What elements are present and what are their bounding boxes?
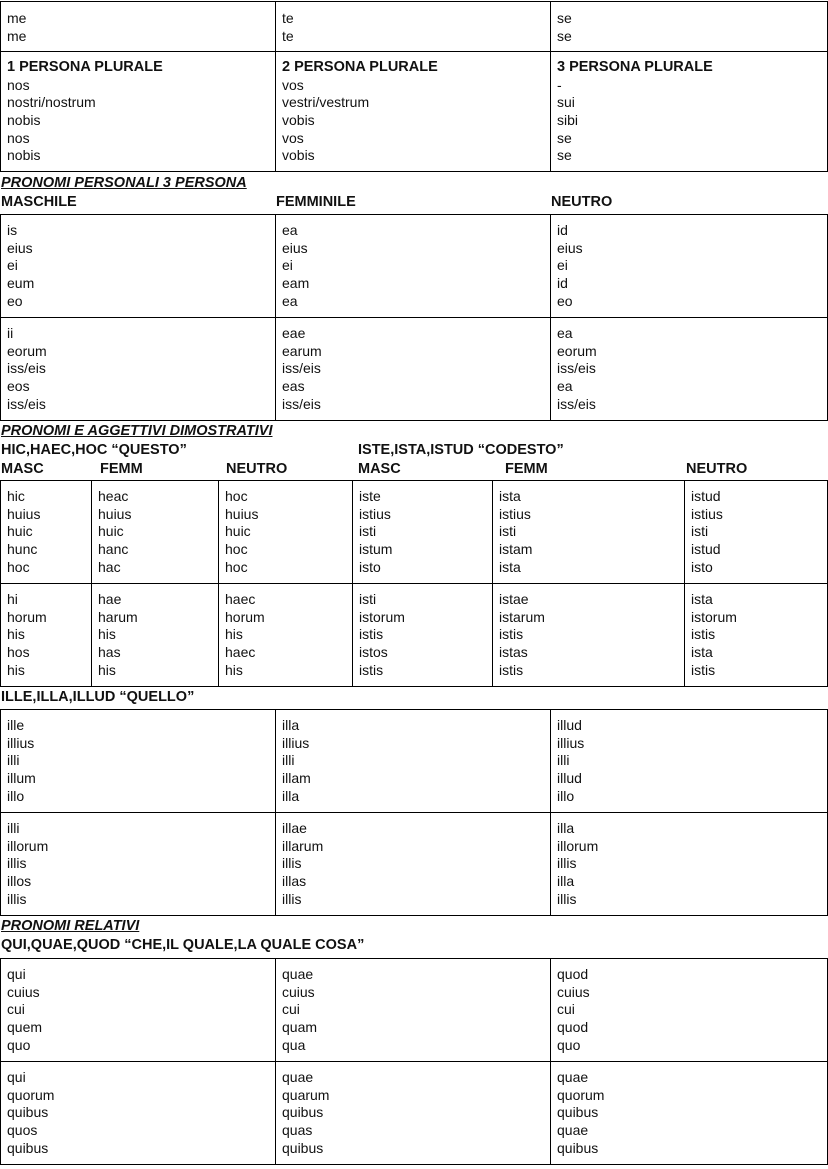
column-header-masc: MASCHILE	[1, 194, 77, 211]
form: se	[557, 10, 572, 26]
form: qui	[7, 1069, 26, 1086]
table-cell	[551, 2, 828, 52]
form: iss/eis	[557, 360, 596, 377]
form: eo	[7, 292, 23, 309]
section-title-relativi: PRONOMI RELATIVI	[1, 918, 140, 935]
form: huic	[98, 523, 124, 540]
form: illorum	[7, 837, 49, 854]
form: quae	[557, 1069, 589, 1086]
table-cell	[1, 710, 276, 813]
form: ista	[691, 643, 713, 660]
group-heading-qui	[0, 936, 828, 955]
form: istas	[499, 643, 528, 660]
table-cell	[1, 52, 276, 172]
form: vobis	[282, 147, 315, 164]
column-headers-dimostrativi	[0, 460, 828, 480]
form: iss/eis	[7, 395, 46, 412]
form: se	[557, 147, 572, 164]
form: qua	[282, 1036, 306, 1053]
form: illos	[7, 872, 32, 889]
form: nos	[7, 129, 30, 146]
form: istud	[691, 540, 721, 557]
form: nobis	[7, 111, 41, 128]
section-title-pers3: PRONOMI PERSONALI 3 PERSONA	[1, 175, 247, 192]
form: istis	[359, 626, 384, 643]
form: quam	[282, 1018, 318, 1035]
form: haec	[225, 643, 256, 660]
form: istarum	[499, 608, 545, 625]
form: hanc	[98, 540, 129, 557]
form: illa	[557, 872, 575, 889]
form: cui	[7, 1001, 25, 1018]
form: huius	[7, 505, 41, 522]
form: te	[282, 10, 294, 26]
form: illo	[557, 787, 575, 804]
form: illo	[7, 787, 25, 804]
personal-pronouns-table	[0, 1, 828, 172]
form: his	[225, 626, 243, 643]
form: hic	[7, 488, 25, 505]
table-cell	[276, 318, 551, 421]
column-header-masc: MASC	[1, 461, 44, 478]
form: ei	[7, 257, 18, 274]
form: quae	[282, 1069, 314, 1086]
form: earum	[282, 342, 322, 359]
form: nobis	[7, 147, 41, 164]
form: illas	[282, 872, 307, 889]
form: illa	[282, 787, 300, 804]
table-cell	[353, 584, 493, 687]
form: harum	[98, 608, 138, 625]
table-cell	[276, 959, 551, 1062]
form: cui	[282, 1001, 300, 1018]
form: illa	[557, 820, 575, 837]
form: hoc	[225, 558, 248, 575]
form: huic	[225, 523, 251, 540]
table-cell	[353, 481, 493, 584]
table-cell	[276, 215, 551, 318]
form: hos	[7, 643, 30, 660]
form: quibus	[282, 1104, 324, 1121]
form: vos	[282, 129, 304, 146]
table-cell	[1, 215, 276, 318]
form: isto	[359, 558, 381, 575]
form: eorum	[7, 342, 47, 359]
form: eum	[7, 274, 35, 291]
form: isti	[691, 523, 709, 540]
form: is	[7, 222, 18, 239]
form: quem	[7, 1018, 43, 1035]
form: hunc	[7, 540, 38, 557]
form: eas	[282, 377, 305, 394]
form: illis	[282, 890, 302, 907]
column-header-femm: FEMM	[505, 461, 548, 478]
table-cell	[551, 710, 828, 813]
form: ei	[557, 257, 568, 274]
table-row	[1, 215, 828, 318]
form: illius	[7, 734, 35, 751]
column-header-femm: FEMM	[100, 461, 143, 478]
form: se	[557, 27, 572, 44]
form: istud	[691, 488, 721, 505]
form: iste	[359, 488, 381, 505]
column-header-neutro: NEUTRO	[686, 461, 748, 478]
form: quorum	[7, 1086, 55, 1103]
table-cell	[92, 584, 219, 687]
table-cell	[1, 813, 276, 916]
form: hoc	[225, 540, 248, 557]
form: illis	[282, 855, 302, 872]
form: horum	[7, 608, 47, 625]
form: vos	[282, 76, 304, 93]
form: istos	[359, 643, 388, 660]
form: iss/eis	[282, 395, 321, 412]
form: ea	[282, 292, 298, 309]
form: his	[7, 626, 25, 643]
column-header-femm: FEMMINILE	[276, 194, 356, 211]
form: quae	[557, 1121, 589, 1138]
qui-heading-text: QUI,QUAE,QUOD “CHE,IL QUALE,LA QUALE COSA”	[1, 937, 365, 954]
table-row	[1, 481, 828, 584]
table-cell	[551, 959, 828, 1062]
form: istorum	[359, 608, 405, 625]
table-cell	[1, 584, 92, 687]
form: sui	[557, 94, 575, 111]
form: illius	[282, 734, 310, 751]
form: illis	[7, 890, 27, 907]
form: ea	[557, 325, 573, 342]
form: horum	[225, 608, 265, 625]
dimostrativi-group-headings	[0, 441, 828, 460]
table-row	[1, 959, 828, 1062]
form: cuius	[557, 983, 590, 1000]
table-row	[1, 1062, 828, 1165]
table-cell	[276, 813, 551, 916]
form: eae	[282, 325, 306, 342]
form: quo	[7, 1036, 31, 1053]
form: quibus	[7, 1104, 49, 1121]
form: hi	[7, 591, 18, 608]
form: heac	[98, 488, 129, 505]
table-cell	[219, 481, 353, 584]
table-cell	[276, 1062, 551, 1165]
form: illa	[282, 717, 300, 734]
table-cell	[276, 52, 551, 172]
form: his	[98, 661, 116, 678]
form: me	[7, 10, 27, 26]
form: istam	[499, 540, 533, 557]
form: hae	[98, 591, 122, 608]
form: illis	[557, 890, 577, 907]
form: illud	[557, 769, 582, 786]
form: istius	[499, 505, 531, 522]
form: illi	[7, 820, 20, 837]
form: isti	[359, 523, 377, 540]
table-cell	[1, 318, 276, 421]
form: istum	[359, 540, 393, 557]
column-headers-pers3	[0, 193, 828, 214]
form: his	[225, 661, 243, 678]
column-header-masc: MASC	[358, 461, 401, 478]
form: -	[557, 76, 562, 93]
table-cell	[551, 52, 828, 172]
form: nos	[7, 76, 30, 93]
form: haec	[225, 591, 256, 608]
form: istius	[691, 505, 723, 522]
form: iss/eis	[7, 360, 46, 377]
form: eorum	[557, 342, 597, 359]
form: eius	[282, 239, 308, 256]
form: ea	[282, 222, 298, 239]
form: eam	[282, 274, 310, 291]
form: quod	[557, 966, 589, 983]
table-row	[1, 584, 828, 687]
form: illorum	[557, 837, 599, 854]
form: isto	[691, 558, 713, 575]
form: istis	[359, 661, 384, 678]
form: illius	[557, 734, 585, 751]
table-cell	[551, 813, 828, 916]
table-cell	[276, 710, 551, 813]
form: istius	[359, 505, 391, 522]
form: id	[557, 222, 568, 239]
form: quarum	[282, 1086, 330, 1103]
column-header: 2 PERSONA PLURALE	[282, 59, 438, 76]
table-row	[1, 2, 828, 52]
form: ista	[499, 488, 521, 505]
form: quod	[557, 1018, 589, 1035]
form: istis	[691, 661, 716, 678]
ille-table	[0, 709, 828, 916]
form: cuius	[282, 983, 315, 1000]
column-header: 1 PERSONA PLURALE	[7, 59, 163, 76]
form: has	[98, 643, 121, 660]
form: nostri/nostrum	[7, 94, 96, 111]
table-cell	[92, 481, 219, 584]
form: istae	[499, 591, 529, 608]
column-header: 3 PERSONA PLURALE	[557, 59, 713, 76]
form: quibus	[282, 1139, 324, 1156]
group-heading-hic: HIC,HAEC,HOC “QUESTO”	[1, 442, 187, 459]
form: hoc	[225, 488, 248, 505]
form: istis	[499, 661, 524, 678]
table-cell	[551, 318, 828, 421]
form: illis	[7, 855, 27, 872]
form: istis	[499, 626, 524, 643]
table-row	[1, 710, 828, 813]
group-heading-ille	[0, 688, 828, 707]
form: cuius	[7, 983, 40, 1000]
form: te	[282, 27, 294, 44]
form: illis	[557, 855, 577, 872]
ille-heading-text: ILLE,ILLA,ILLUD “QUELLO”	[1, 689, 195, 706]
form: se	[557, 129, 572, 146]
table-cell	[1, 1062, 276, 1165]
form: hoc	[7, 558, 30, 575]
section-title-dimostrativi: PRONOMI E AGGETTIVI DIMOSTRATIVI	[1, 423, 273, 440]
form: quae	[282, 966, 314, 983]
form: huius	[225, 505, 259, 522]
form: istis	[691, 626, 716, 643]
column-header-neutro: NEUTRO	[226, 461, 288, 478]
table-cell	[1, 959, 276, 1062]
form: eius	[557, 239, 583, 256]
form: eos	[7, 377, 30, 394]
form: iss/eis	[557, 395, 596, 412]
form: huius	[98, 505, 132, 522]
table-cell	[685, 584, 828, 687]
table-cell	[551, 215, 828, 318]
relativi-table	[0, 958, 828, 1165]
table-cell	[1, 481, 92, 584]
form: quos	[7, 1121, 38, 1138]
form: id	[557, 274, 568, 291]
pers3-table	[0, 214, 828, 421]
table-cell	[1, 2, 276, 52]
form: eo	[557, 292, 573, 309]
form: illarum	[282, 837, 324, 854]
table-row	[1, 52, 828, 172]
form: vestri/vestrum	[282, 94, 370, 111]
column-header-neutro: NEUTRO	[551, 194, 613, 211]
form: illam	[282, 769, 311, 786]
table-row	[1, 318, 828, 421]
form: ii	[7, 325, 14, 342]
form: quibus	[557, 1139, 599, 1156]
form: quo	[557, 1036, 581, 1053]
form: ei	[282, 257, 293, 274]
form: quorum	[557, 1086, 605, 1103]
form: qui	[7, 966, 26, 983]
form: cui	[557, 1001, 575, 1018]
form: ista	[499, 558, 521, 575]
form: his	[98, 626, 116, 643]
form: illi	[557, 752, 570, 769]
form: illi	[7, 752, 20, 769]
form: quibus	[557, 1104, 599, 1121]
form: illi	[282, 752, 295, 769]
group-heading-iste: ISTE,ISTA,ISTUD “CODESTO”	[358, 442, 564, 459]
table-cell	[493, 584, 685, 687]
form: sibi	[557, 111, 579, 128]
form: isti	[499, 523, 517, 540]
table-cell	[219, 584, 353, 687]
form: illud	[557, 717, 582, 734]
table-cell	[685, 481, 828, 584]
table-cell	[493, 481, 685, 584]
form: eius	[7, 239, 33, 256]
form: ea	[557, 377, 573, 394]
form: quibus	[7, 1139, 49, 1156]
form: hac	[98, 558, 121, 575]
form: isti	[359, 591, 377, 608]
form: iss/eis	[282, 360, 321, 377]
table-cell	[551, 1062, 828, 1165]
form: huic	[7, 523, 33, 540]
form: me	[7, 27, 27, 44]
form: his	[7, 661, 25, 678]
table-row	[1, 813, 828, 916]
form: illum	[7, 769, 36, 786]
table-cell	[276, 2, 551, 52]
form: ista	[691, 591, 713, 608]
dimostrativi-table	[0, 480, 828, 687]
form: istorum	[691, 608, 737, 625]
form: ille	[7, 717, 25, 734]
form: illae	[282, 820, 307, 837]
form: quas	[282, 1121, 313, 1138]
form: vobis	[282, 111, 315, 128]
